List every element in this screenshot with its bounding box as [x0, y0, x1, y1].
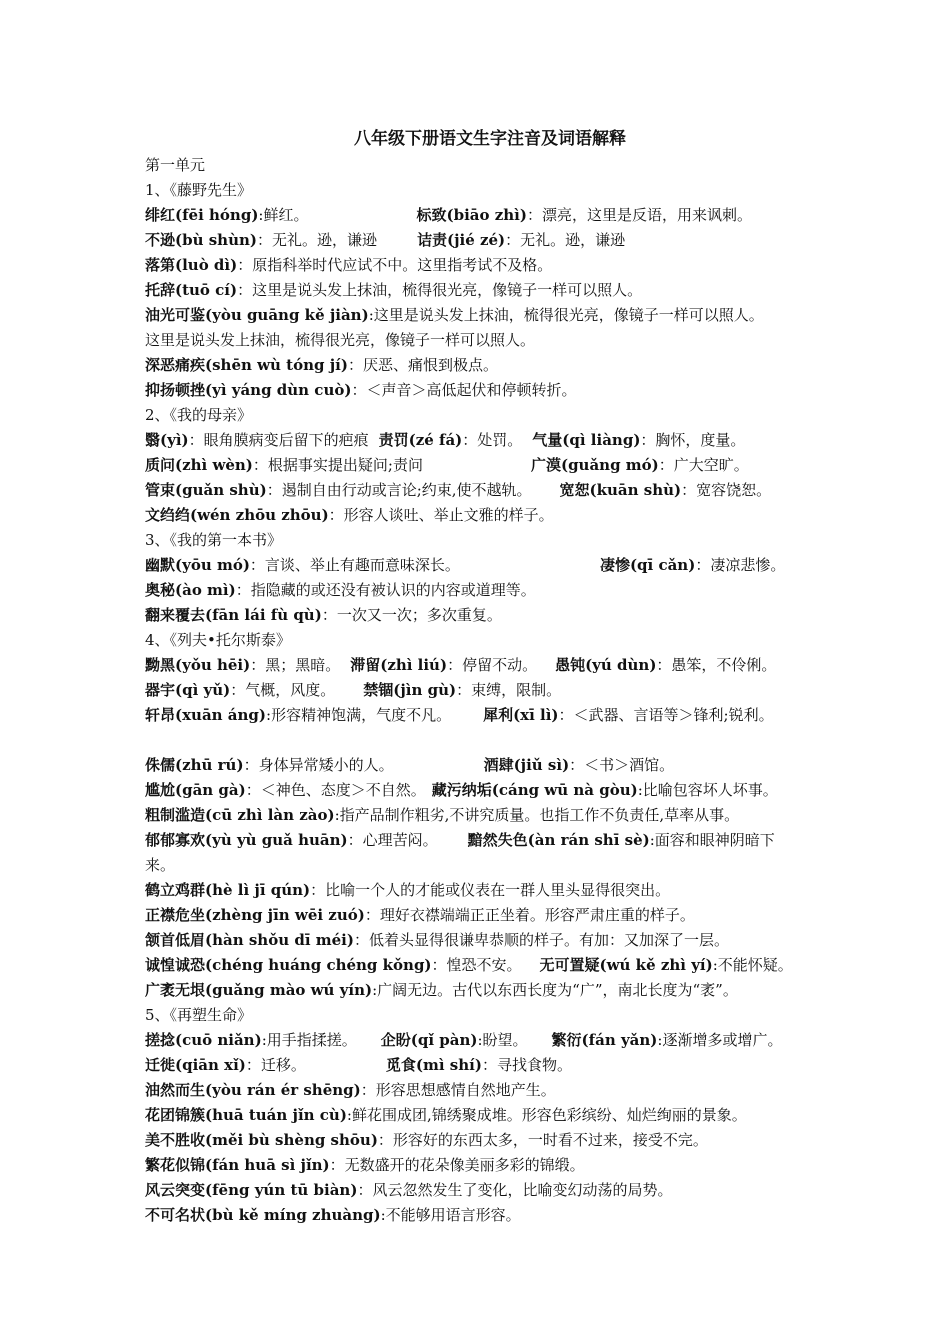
vocab-line	[145, 978, 835, 1003]
vocab-term: 繁花似锦(fán huā sì jǐn)	[145, 1156, 330, 1174]
vocab-term: 器宇(qì yǔ)	[145, 681, 231, 699]
vocab-definition: :形容精神饱满，气度不凡。	[266, 706, 452, 724]
vocab-definition: ：寻找食物。	[481, 1056, 572, 1074]
vocab-definition: :这里是说头发上抹油，梳得很光亮，像镜子一样可以照人。	[368, 306, 764, 324]
vocab-definition: ：停留不动。	[447, 656, 538, 674]
vocab-definition: ：黑；黑暗。	[250, 656, 341, 674]
vocab-definition: ：身体异常矮小的人。	[243, 756, 394, 774]
vocab-line	[145, 828, 835, 853]
vocab-line	[145, 953, 835, 978]
vocab-definition: ：＜书＞酒馆。	[569, 756, 675, 774]
vocab-definition: ：原指科举时代应试不中。这里指考试不及格。	[237, 256, 553, 274]
vocab-line	[145, 478, 835, 503]
vocab-line	[145, 678, 835, 703]
vocab-term: 深恶痛疾(shēn wù tóng jí)	[145, 356, 348, 374]
vocab-line	[145, 453, 835, 478]
document-body	[145, 153, 835, 1228]
vocab-term: 轩昂(xuān áng)	[145, 706, 267, 724]
vocab-definition: ：漂亮，这里是反语，用来讽刺。	[526, 206, 752, 224]
vocab-definition: ：这里是说头发上抹油，梳得很光亮，像镜子一样可以照人。	[237, 281, 643, 299]
vocab-line	[145, 428, 835, 453]
vocab-term: 繁衍(fán yǎn)	[551, 1031, 658, 1049]
vocab-definition: ：一次又一次；多次重复。	[321, 606, 502, 624]
vocab-term: 风云突变(fēng yún tū biàn)	[145, 1181, 358, 1199]
vocab-term: 愚钝(yú dùn)	[555, 656, 657, 674]
vocab-term: 幽默(yōu mó)	[145, 556, 250, 574]
vocab-term: 翳(yì)	[145, 431, 189, 449]
text-line: 这里是说头发上抹油，梳得很光亮，像镜子一样可以照人。	[145, 331, 536, 349]
vocab-definition: :指产品制作粗劣,不讲究质量。也指工作不负责任,草率从事。	[334, 806, 740, 824]
vocab-line	[145, 878, 835, 903]
vocab-definition: ：眼角膜病变后留下的疤痕	[188, 431, 369, 449]
vocab-line	[145, 228, 835, 253]
vocab-line	[145, 1028, 835, 1053]
vocab-term: 责罚(zé fá)	[378, 431, 463, 449]
vocab-definition: ：处罚。	[462, 431, 523, 449]
vocab-definition: ：＜武器、言语等＞锋利;锐利。	[558, 706, 774, 724]
vocab-term: 绯红(fēi hóng)	[145, 206, 259, 224]
vocab-definition: ：宽容饶恕。	[681, 481, 772, 499]
vocab-term: 抑扬顿挫(yì yáng dùn cuò)	[145, 381, 352, 399]
vocab-definition: ：广大空旷。	[658, 456, 749, 474]
vocab-definition: ：根据事实提出疑问;责问	[252, 456, 423, 474]
vocab-term: 鹤立鸡群(hè lì jī qún)	[145, 881, 311, 899]
vocab-term: 宽恕(kuān shù)	[559, 481, 682, 499]
vocab-term: 花团锦簇(huā tuán jǐn cù)	[145, 1106, 347, 1124]
text-line: 2、《我的母亲》	[145, 406, 253, 424]
vocab-line	[145, 653, 835, 678]
blank-line	[145, 728, 835, 753]
vocab-line	[145, 1128, 835, 1153]
vocab-definition: ：无礼。逊，谦逊	[505, 231, 626, 249]
vocab-line	[145, 253, 835, 278]
vocab-line	[145, 1203, 835, 1228]
vocab-definition: ：低着头显得很谦卑恭顺的样子。有加：又加深了一层。	[353, 931, 729, 949]
vocab-term: 文绉绉(wén zhōu zhōu)	[145, 506, 329, 524]
vocab-definition: :鲜红。	[258, 206, 309, 224]
vocab-line	[145, 1078, 835, 1103]
vocab-line	[145, 578, 835, 603]
vocab-line	[145, 1053, 835, 1078]
vocab-definition: :比喻包容坏人坏事。	[637, 781, 778, 799]
vocab-line	[145, 1103, 835, 1128]
vocab-term: 尴尬(gān gà)	[145, 781, 246, 799]
vocab-definition: :不能怀疑。	[712, 956, 793, 974]
vocab-definition: ：心理苦闷。	[347, 831, 438, 849]
vocab-term: 诚惶诚恐(chéng huáng chéng kǒng)	[145, 956, 432, 974]
vocab-definition: :用手指揉搓。	[261, 1031, 357, 1049]
document	[145, 128, 835, 1228]
text-line: 第一单元	[145, 156, 206, 174]
vocab-term: 侏儒(zhū rú)	[145, 756, 244, 774]
vocab-term: 质问(zhì wèn)	[145, 456, 253, 474]
vocab-term: 酒肆(jiǔ sì)	[483, 756, 570, 774]
vocab-line	[145, 353, 835, 378]
vocab-term: 托辞(tuō cí)	[145, 281, 238, 299]
vocab-line	[145, 378, 835, 403]
vocab-definition: :鲜花围成团,锦绣聚成堆。形容色彩缤纷、灿烂绚丽的景象。	[346, 1106, 747, 1124]
vocab-line	[145, 503, 835, 528]
vocab-line	[145, 553, 835, 578]
vocab-definition: ：＜神色、态度＞不自然。	[245, 781, 426, 799]
vocab-term: 犀利(xī lì)	[483, 706, 559, 724]
vocab-term: 粗制滥造(cū zhì làn zào)	[145, 806, 335, 824]
vocab-term: 气量(qì liàng)	[532, 431, 641, 449]
vocab-definition: ：束缚，限制。	[456, 681, 562, 699]
vocab-term: 滞留(zhì liú)	[350, 656, 448, 674]
vocab-line	[145, 278, 835, 303]
vocab-definition: ：形容人谈吐、举止文雅的样子。	[328, 506, 554, 524]
vocab-line	[145, 203, 835, 228]
vocab-term: 翻来覆去(fān lái fù qù)	[145, 606, 322, 624]
vocab-term: 黝黑(yǒu hēi)	[145, 656, 251, 674]
vocab-term: 迁徙(qiān xǐ)	[145, 1056, 246, 1074]
text-line: 3、《我的第一本书》	[145, 531, 283, 549]
text-line: 来。	[145, 856, 176, 874]
vocab-term: 不可名状(bù kě míng zhuàng)	[145, 1206, 381, 1224]
vocab-term: 管束(guǎn shù)	[145, 481, 267, 499]
vocab-definition: ：迁移。	[245, 1056, 306, 1074]
vocab-term: 油然而生(yòu rán ér shēng)	[145, 1081, 361, 1099]
vocab-definition: ：比喻一个人的才能或仪表在一群人里头显得很突出。	[310, 881, 671, 899]
vocab-term: 广袤无垠(guǎng mào wú yín)	[145, 981, 373, 999]
vocab-line	[145, 703, 835, 728]
text-line: 1、《藤野先生》	[145, 181, 253, 199]
vocab-definition: ：指隐藏的或还没有被认识的内容或道理等。	[235, 581, 536, 599]
vocab-definition: ：理好衣襟端端正正坐着。形容严肃庄重的样子。	[364, 906, 695, 924]
vocab-term: 标致(biāo zhì)	[416, 206, 527, 224]
vocab-definition: ：形容思想感情自然地产生。	[360, 1081, 556, 1099]
vocab-definition: ：无礼。逊，谦逊	[256, 231, 377, 249]
vocab-definition: :不能够用语言形容。	[380, 1206, 521, 1224]
vocab-term: 企盼(qǐ pàn)	[380, 1031, 478, 1049]
vocab-term: 凄惨(qī cǎn)	[599, 556, 696, 574]
vocab-term: 诘责(jié zé)	[417, 231, 506, 249]
vocab-term: 不逊(bù shùn)	[145, 231, 257, 249]
vocab-definition: ：胸怀，度量。	[640, 431, 746, 449]
vocab-term: 奥秘(ào mì)	[145, 581, 236, 599]
vocab-term: 搓捻(cuō niǎn)	[145, 1031, 262, 1049]
vocab-line	[145, 803, 835, 828]
vocab-definition: ：愚笨，不伶俐。	[656, 656, 777, 674]
vocab-line	[145, 778, 835, 803]
vocab-term: 黯然失色(àn rán shī sè)	[467, 831, 650, 849]
vocab-line	[145, 1178, 835, 1203]
vocab-definition: ：凄凉悲惨。	[695, 556, 786, 574]
vocab-definition: :盼望。	[477, 1031, 528, 1049]
vocab-term: 郁郁寡欢(yù yù guǎ huān)	[145, 831, 348, 849]
vocab-term: 禁锢(jìn gù)	[363, 681, 457, 699]
vocab-term: 觅食(mì shí)	[385, 1056, 482, 1074]
vocab-definition: ：形容好的东西太多，一时看不过来，接受不完。	[377, 1131, 708, 1149]
vocab-term: 广漠(guǎng mó)	[530, 456, 659, 474]
vocab-definition: :面容和眼神阴暗下	[649, 831, 775, 849]
vocab-definition: ：气概，风度。	[230, 681, 336, 699]
text-line: 5、《再塑生命》	[145, 1006, 253, 1024]
vocab-line	[145, 1153, 835, 1178]
vocab-definition: ：言谈、举止有趣而意味深长。	[249, 556, 460, 574]
vocab-line	[145, 753, 835, 778]
vocab-line	[145, 303, 835, 328]
vocab-term: 油光可鉴(yòu guāng kě jiàn)	[145, 306, 369, 324]
vocab-term: 落第(luò dì)	[145, 256, 238, 274]
vocab-definition: :逐渐增多或增广。	[657, 1031, 783, 1049]
vocab-term: 无可置疑(wú kě zhì yí)	[539, 956, 713, 974]
vocab-term: 藏污纳垢(cáng wū nà gòu)	[431, 781, 638, 799]
vocab-definition: ：惶恐不安。	[431, 956, 522, 974]
document-title: 八年级下册语文生字注音及词语解释	[354, 129, 626, 149]
vocab-term: 正襟危坐(zhèng jīn wēi zuó)	[145, 906, 365, 924]
vocab-definition: ：风云忽然发生了变化，比喻变幻动荡的局势。	[357, 1181, 673, 1199]
vocab-definition: ：遏制自由行动或言论;约束,使不越轨。	[266, 481, 532, 499]
vocab-line	[145, 603, 835, 628]
vocab-line	[145, 903, 835, 928]
vocab-definition: ：＜声音＞高低起伏和停顿转折。	[351, 381, 577, 399]
vocab-definition: ：厌恶、痛恨到极点。	[347, 356, 498, 374]
vocab-definition: :广阔无边。古代以东西长度为“广”，南北长度为“袤”。	[372, 981, 738, 999]
vocab-term: 美不胜收(měi bù shèng shōu)	[145, 1131, 378, 1149]
text-line: 4、《列夫•托尔斯泰》	[145, 631, 291, 649]
vocab-line	[145, 928, 835, 953]
vocab-term: 颔首低眉(hàn shǒu dī méi)	[145, 931, 354, 949]
vocab-definition: ：无数盛开的花朵像美丽多彩的锦缎。	[329, 1156, 585, 1174]
